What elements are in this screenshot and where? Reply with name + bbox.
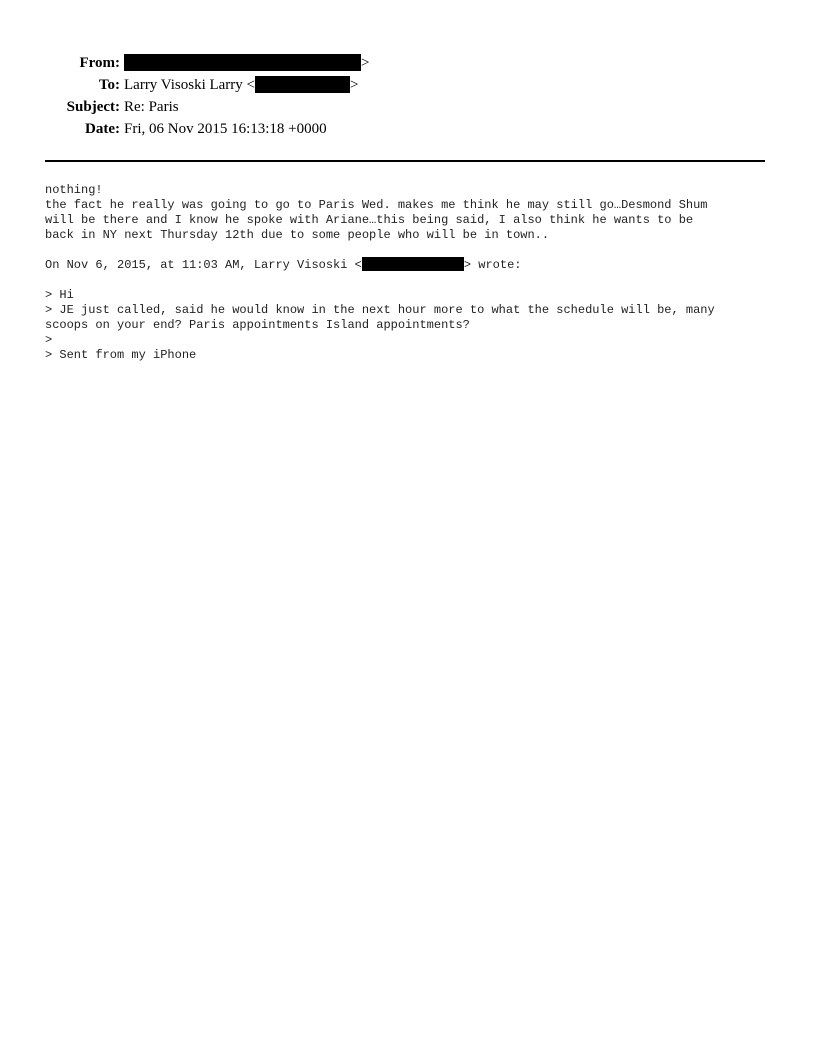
from-suffix: >	[361, 55, 370, 71]
redaction-box	[362, 257, 464, 271]
to-row	[0, 74, 816, 96]
quoted-line: >	[45, 333, 53, 347]
email-body	[45, 183, 785, 363]
redaction-box	[124, 54, 361, 71]
blank-line	[45, 273, 785, 288]
quote-intro	[45, 258, 785, 273]
date-row	[0, 118, 816, 140]
quote-intro-suffix: > wrote:	[463, 258, 522, 273]
subject-value: Re: Paris	[124, 99, 179, 115]
body-line: nothing!	[45, 183, 103, 197]
body-line: back in NY next Thursday 12th due to some people who will be in town..	[45, 228, 550, 242]
to-name: Larry Visoski Larry <	[124, 77, 256, 93]
quoted-line: > JE just called, said he would know in the next hour more to what the schedule will be, many	[45, 303, 715, 317]
quoted-line: scoops on your end? Paris appointments Island appointments?	[45, 318, 470, 332]
subject-label: Subject:	[66, 99, 120, 115]
to-label: To:	[98, 77, 120, 93]
subject-row	[0, 96, 816, 118]
from-row	[0, 52, 816, 74]
from-value	[124, 52, 369, 74]
quoted-line: > Sent from my iPhone	[45, 348, 197, 362]
quoted-line: > Hi	[45, 288, 74, 302]
to-value	[124, 74, 358, 96]
header-divider	[45, 160, 765, 162]
date-value: Fri, 06 Nov 2015 16:13:18 +0000	[124, 121, 327, 137]
date-label: Date:	[85, 121, 120, 137]
body-line: will be there and I know he spoke with Ariane…this being said, I also think he wants to be	[45, 213, 694, 227]
body-line: the fact he really was going to go to Paris Wed. makes me think he may still go…Desmond Shum	[45, 198, 708, 212]
quote-intro-prefix: On Nov 6, 2015, at 11:03 AM, Larry Visoski <	[45, 258, 362, 273]
redaction-box	[255, 76, 350, 93]
from-label: From:	[79, 55, 120, 71]
blank-line	[45, 243, 785, 258]
email-header	[0, 52, 816, 140]
to-suffix: >	[350, 77, 359, 93]
